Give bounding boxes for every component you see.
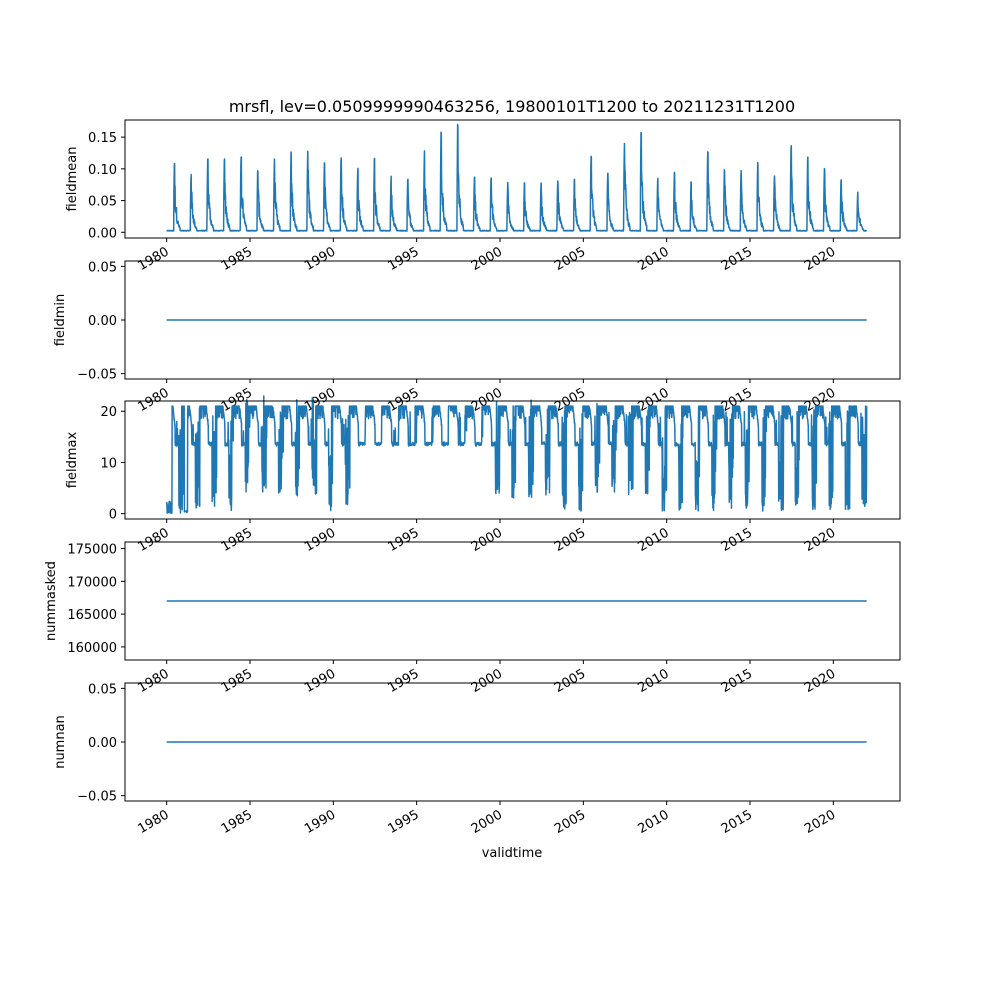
x-tick-label: 2010 [635,244,672,275]
y-tick-label: −0.05 [77,367,117,383]
x-tick-label: 2010 [635,666,672,697]
panel-fieldmin [53,260,900,415]
x-tick-label: 1985 [218,807,255,838]
panel-nummasked [44,542,900,696]
x-tick-label: 2005 [552,807,589,838]
y-tick-label: 10 [100,456,117,472]
y-axis-label-numnan: numnan [53,715,68,769]
x-tick-label: 1995 [385,525,422,556]
x-tick-label: 2010 [635,807,672,838]
x-tick-label: 2020 [802,666,839,697]
x-tick-label: 1995 [385,666,422,697]
x-tick-label: 2000 [468,666,505,697]
x-tick-label: 1995 [385,807,422,838]
y-tick-label: 175000 [67,542,117,558]
x-tick-label: 2015 [718,244,755,275]
x-tick-label: 2020 [802,385,839,416]
x-tick-label: 1990 [302,666,339,697]
x-tick-label: 2005 [552,244,589,275]
x-tick-label: 2000 [468,385,505,416]
y-tick-label: 0.00 [88,226,117,242]
x-tick-label: 1980 [135,385,172,416]
x-tick-label: 2015 [718,525,755,556]
x-tick-label: 1980 [135,807,172,838]
series-line-fieldmax [167,396,867,513]
x-tick-label: 1995 [385,385,422,416]
figure-title: mrsfl, lev=0.0509999990463256, 19800101T1200 to 20211231T1200 [228,97,796,116]
x-tick-label: 2010 [635,525,672,556]
y-tick-label: 170000 [67,575,117,591]
x-tick-label: 2020 [802,244,839,275]
x-tick-label: 1985 [218,666,255,697]
y-axis-label-fieldmin: fieldmin [53,293,68,347]
x-tick-label: 2020 [802,807,839,838]
y-tick-label: 165000 [67,608,117,624]
x-tick-label: 1980 [135,525,172,556]
panel-fieldmax [65,396,900,555]
x-tick-label: 2005 [552,666,589,697]
x-tick-label: 2020 [802,525,839,556]
x-tick-label: 1990 [302,525,339,556]
y-tick-label: 20 [100,405,117,421]
x-tick-label: 2010 [635,385,672,416]
x-tick-label: 1990 [302,807,339,838]
x-tick-label: 2000 [468,807,505,838]
x-tick-label: 2005 [552,525,589,556]
y-tick-label: 0.15 [88,131,117,147]
x-axis-label: validtime [481,846,543,861]
panel-fieldmean [65,120,900,274]
x-tick-label: 2015 [718,807,755,838]
y-tick-label: 0.00 [88,314,117,329]
y-tick-label: 0 [108,507,117,523]
x-tick-label: 2015 [718,385,755,416]
panel-numnan [53,682,900,837]
x-tick-label: 1985 [218,244,255,275]
x-tick-label: 1990 [302,385,339,416]
x-tick-label: 2015 [718,666,755,697]
series-line-fieldmean [167,125,867,231]
y-tick-label: 0.10 [88,162,117,178]
y-tick-label: 160000 [67,640,117,656]
x-tick-label: 1990 [302,244,339,275]
x-tick-label: 1995 [385,244,422,275]
y-tick-label: 0.05 [88,260,117,276]
x-tick-label: 2005 [552,385,589,416]
x-tick-label: 1980 [135,666,172,697]
x-tick-label: 1985 [218,525,255,556]
y-axis-label-nummasked: nummasked [44,561,59,641]
x-tick-label: 2000 [468,244,505,275]
y-tick-label: 0.05 [88,194,117,210]
y-axis-label-fieldmean: fieldmean [65,146,80,212]
y-tick-label: −0.05 [77,789,117,805]
x-tick-label: 2000 [468,525,505,556]
x-tick-label: 1980 [135,244,172,275]
y-axis-label-fieldmax: fieldmax [65,431,80,489]
y-tick-label: 0.00 [88,736,117,751]
y-tick-label: 0.05 [88,682,117,698]
x-tick-label: 1985 [218,385,255,416]
